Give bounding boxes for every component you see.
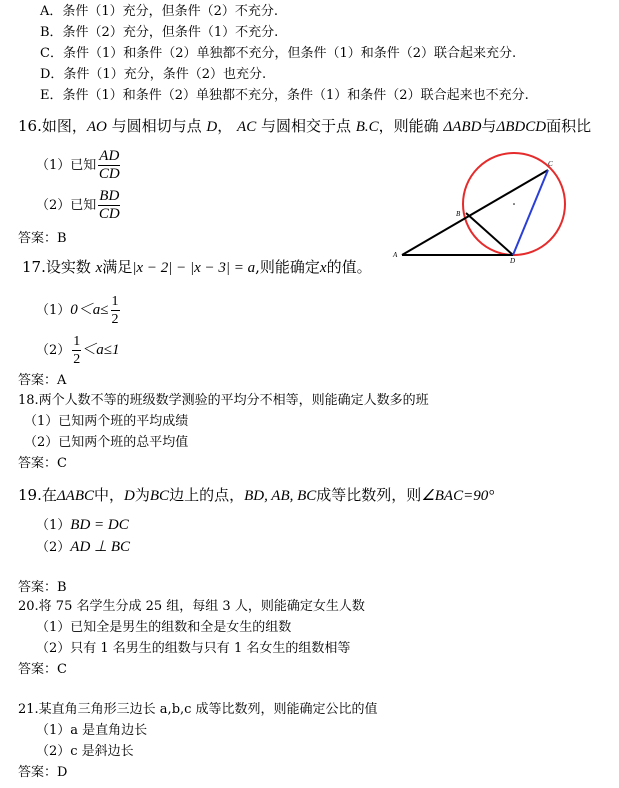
option-d: D．条件（1）充分，条件（2）也充分. [40, 67, 267, 82]
q19-text2: 中， [94, 486, 125, 504]
q16-segment-ac [402, 170, 548, 255]
q16-c1-numerator: AD [99, 148, 120, 164]
q19-c1-expression: BD = DC [70, 517, 129, 533]
q17-x2: x [319, 260, 327, 276]
q19-text4: 边上的点， [169, 486, 245, 504]
q19-text3: 为 [134, 486, 150, 504]
q20-stem: 20.将 75 名学生分成 25 组，每组 3 人，则能确定女生人数 [18, 599, 365, 614]
q19-c1-label: （1） [36, 518, 71, 533]
q19-d: D [124, 488, 135, 504]
option-a: A．条件（1）充分，但条件（2）不充分. [40, 4, 279, 19]
q16-center-dot [513, 203, 515, 205]
q19-sequence: BD, AB, BC [244, 488, 317, 504]
q19-condition-1 [36, 517, 129, 534]
q16-text2: ， [217, 117, 238, 135]
q19-text1: 在 [41, 486, 57, 504]
q16-text1: 与圆相切与点 [106, 117, 207, 135]
q16-label-d: D [510, 257, 516, 265]
q18-condition-2: （2）已知两个班的总平均值 [24, 435, 189, 450]
q16-label-a: A [393, 251, 398, 259]
q17-text1: 满足 [102, 258, 133, 276]
q17-c2-fraction [72, 333, 81, 368]
option-e: E．条件（1）和条件（2）单独都不充分，条件（1）和条件（2）联合起来也不充分. [40, 88, 529, 103]
q17-expression: |x − 2| − |x − 3| = a [132, 260, 256, 276]
q21-condition-1: （1）a 是直角边长 [36, 723, 148, 738]
q21-answer: 答案：D [18, 765, 68, 780]
q17-c1-inequality: 0＜a≤ [70, 302, 109, 318]
q17-stem [22, 259, 372, 276]
q17-condition-1 [36, 292, 120, 329]
q19-stem [18, 487, 494, 504]
q19-bc: BC [149, 488, 170, 504]
q16-c1-label: （1）已知 [36, 158, 97, 173]
q20-condition-2: （2）只有 1 名男生的组数与只有 1 名女生的组数相等 [36, 641, 351, 656]
q19-num: 19. [18, 486, 42, 504]
q18-answer: 答案：C [18, 456, 67, 471]
q16-num: 16.如图， [18, 117, 87, 135]
q17-c1-fraction [111, 293, 120, 328]
q16-text6: 面积比 [546, 117, 592, 135]
q20-answer: 答案：C [18, 662, 67, 677]
q16-label-b: B [456, 210, 461, 218]
q17-c2-denominator: 2 [73, 352, 81, 367]
q16-stem [18, 118, 591, 135]
q17-x: x [95, 260, 103, 276]
q16-bc: B.C [355, 119, 379, 135]
q18-condition-1: （1）已知两个班的平均成绩 [24, 414, 189, 429]
q16-ao: AO [86, 119, 107, 135]
q17-c2-numerator: 1 [73, 334, 81, 349]
q16-tri2: ΔBDCD [496, 119, 547, 135]
q19-angle: ∠BAC=90° [421, 488, 495, 504]
q16-c2-fraction [98, 188, 120, 223]
q17-c2-inequality: ＜a≤1 [81, 342, 120, 358]
q17-text3: 的值。 [326, 258, 372, 276]
q19-c2-expression: AD ⊥ BC [70, 539, 131, 555]
q17-c2-label: （2） [36, 343, 71, 358]
q20-condition-1: （1）已知全是男生的组数和全是女生的组数 [36, 620, 292, 635]
q16-geometry-figure [392, 150, 572, 265]
q16-c2-numerator: BD [99, 188, 120, 204]
q17-answer: 答案：A [18, 373, 67, 388]
option-c: C．条件（1）和条件（2）单独都不充分，但条件（1）和条件（2）联合起来充分. [40, 46, 517, 61]
q16-text4: ，则能确 [378, 117, 444, 135]
q16-segment-dc [513, 170, 548, 255]
q19-text5: 成等比数列，则 [316, 486, 422, 504]
q16-text5: 与 [481, 117, 497, 135]
q16-text3: 与圆相交于点 [256, 117, 356, 135]
q19-condition-2 [36, 539, 130, 556]
q16-c2-label: （2）已知 [36, 198, 97, 213]
q16-tri1: ΔABD [443, 119, 482, 135]
q16-answer: 答案：B [18, 231, 67, 246]
q19-answer: 答案：B [18, 580, 67, 595]
q17-text2: ,则能确定 [255, 258, 320, 276]
q17-c1-denominator: 2 [111, 312, 119, 327]
q17-num: 17.设实数 [22, 258, 96, 276]
q21-stem: 21.某直角三角形三边长 a,b,c 成等比数列，则能确定公比的值 [18, 702, 378, 717]
q16-ac: AC [237, 119, 257, 135]
q17-condition-2 [36, 332, 120, 369]
q19-c2-label: （2） [36, 540, 71, 555]
q21-condition-2: （2）c 是斜边长 [36, 744, 134, 759]
q17-c1-label: （1） [36, 303, 71, 318]
q17-c1-numerator: 1 [111, 294, 119, 309]
q16-label-c: C [548, 160, 553, 168]
q16-c2-denominator: CD [98, 206, 120, 222]
q18-stem: 18.两个人数不等的班级数学测验的平均分不相等，则能确定人数多的班 [18, 393, 429, 408]
q19-triangle: ΔABC [56, 488, 95, 504]
q16-condition-1 [36, 148, 120, 184]
option-b: B．条件（2）充分，但条件（1）不充分. [40, 25, 279, 40]
q16-c1-fraction [98, 148, 120, 183]
q16-d: D [206, 119, 218, 135]
q16-c1-denominator: CD [98, 166, 120, 182]
q16-condition-2 [36, 188, 120, 224]
